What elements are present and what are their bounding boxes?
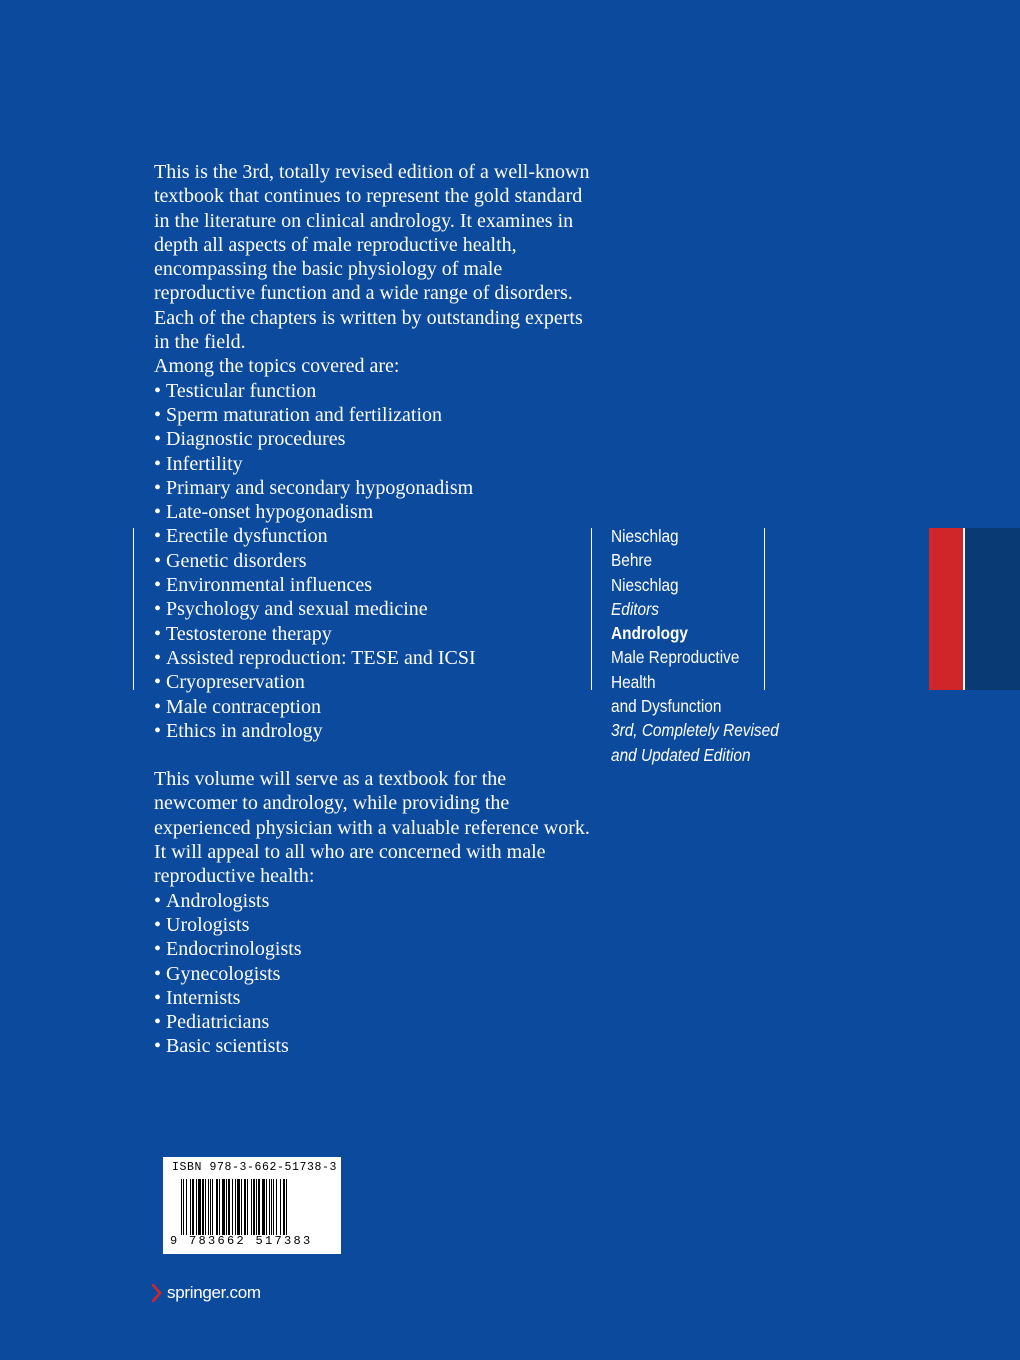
red-color-band [929,528,964,690]
spine-left-rule [591,528,592,690]
list-item: • Testosterone therapy [154,622,594,646]
list-item: • Late-onset hypogonadism [154,500,594,524]
publisher-link[interactable] [152,1283,261,1303]
subtitle-line: and Dysfunction [611,696,722,717]
book-title: Andrology [611,623,688,644]
list-item: • Internists [154,986,594,1010]
editors-label: Editors [611,598,659,619]
list-item: • Erectile dysfunction [154,524,594,548]
author-name: Behre [611,550,653,571]
audience-list [154,889,594,1059]
list-item: • Cryopreservation [154,670,594,694]
edition-line: and Updated Edition [611,744,751,765]
isbn-text: ISBN 978-3-662-51738-3 [172,1161,338,1174]
list-item: • Urologists [154,913,594,937]
intro-paragraph: This is the 3rd, totally revised edition of a well-known textbook that continues to represent the gold standard in the literature on clinical andrology. It examines in depth all aspects of male reproductive health, encompassing the basic physiology of male reproductive function and a wide range of disorders. Each of the chapters is written by outstanding experts in the field. [154,161,590,354]
list-item: • Ethics in andrology [154,719,594,743]
topics-heading: Among the topics covered are: [154,355,400,378]
subtitle-line: Male Reproductive [611,647,740,668]
topics-list [154,379,594,743]
barcode-bars [181,1179,331,1235]
audience-paragraph: This volume will serve as a textbook for the newcomer to andrology, while providing the experienced physician with a valuable reference work. It will appeal to all who are concerned with male reproductive health: [154,768,590,888]
list-item: • Diagnostic procedures [154,427,594,451]
list-item: • Andrologists [154,889,594,913]
list-item: • Primary and secondary hypogonadism [154,476,594,500]
back-cover-blurb [154,160,594,1059]
list-item: • Male contraception [154,695,594,719]
list-item: • Testicular function [154,379,594,403]
author-name: Nieschlag [611,574,679,595]
isbn-barcode [163,1157,341,1254]
edition-line: 3rd, Completely Revised [611,720,779,741]
ean-digits: 9 783662 517383 [170,1234,313,1248]
list-item: • Assisted reproduction: TESE and ICSI [154,646,594,670]
list-item: • Pediatricians [154,1010,594,1034]
left-divider-line [133,528,134,690]
list-item: • Genetic disorders [154,549,594,573]
list-item: • Gynecologists [154,962,594,986]
chevron-right-icon [152,1284,162,1302]
book-info [611,524,779,767]
list-item: • Environmental influences [154,573,594,597]
list-item: • Endocrinologists [154,937,594,961]
list-item: • Psychology and sexual medicine [154,597,594,621]
spine-right-rule [764,528,765,690]
list-item: • Infertility [154,452,594,476]
list-item: • Basic scientists [154,1034,594,1058]
navy-color-band [965,528,1020,690]
list-item: • Sperm maturation and fertilization [154,403,594,427]
author-name: Nieschlag [611,526,679,546]
paragraph-spacer [154,743,594,767]
subtitle-line: Health [611,671,656,692]
publisher-url[interactable]: springer.com [167,1283,261,1302]
